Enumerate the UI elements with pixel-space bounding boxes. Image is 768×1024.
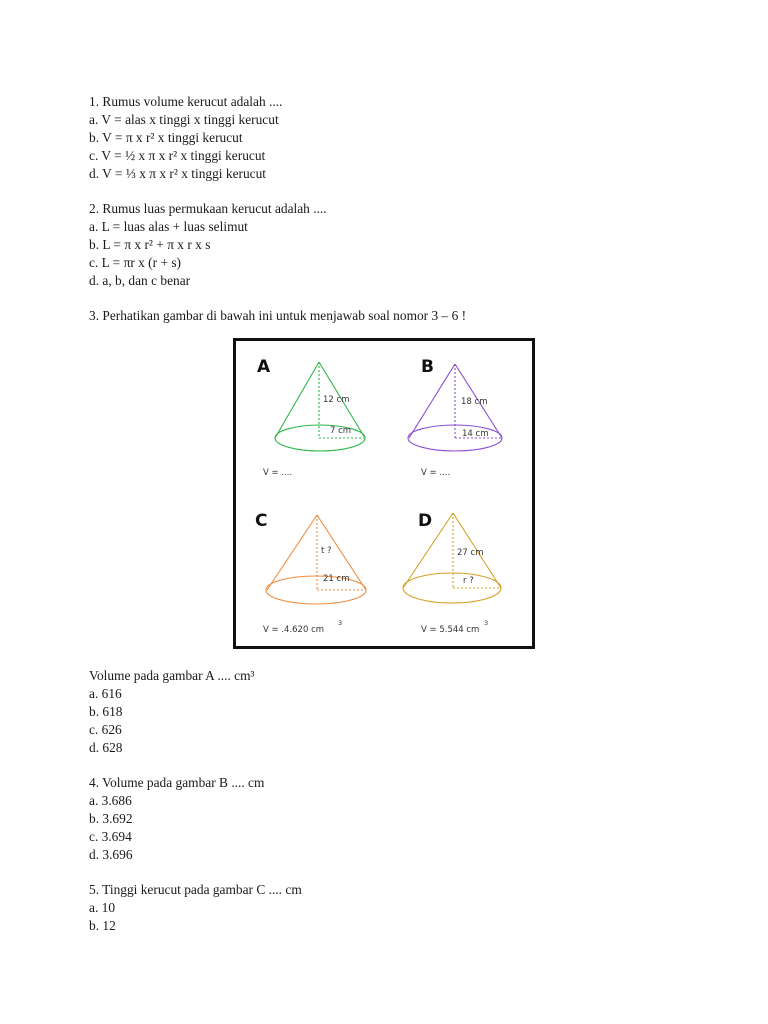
question-4 [89, 774, 709, 864]
option-d: d. 628 [89, 740, 123, 755]
option-a: a. L = luas alas + luas selimut [89, 219, 248, 234]
cone-a-height-label: 12 cm [323, 395, 350, 405]
option-b: b. 618 [89, 704, 123, 719]
option-b: b. 12 [89, 918, 116, 933]
option-a: a. 616 [89, 686, 122, 701]
question-2 [89, 200, 709, 290]
option-c: c. V = ½ x π x r² x tinggi kerucut [89, 148, 266, 163]
option-d: d. a, b, dan c benar [89, 273, 191, 288]
question-text: 5. Tinggi kerucut pada gambar C .... cm [89, 882, 302, 897]
question-text: 3. Perhatikan gambar di bawah ini untuk menjawab soal nomor 3 – 6 ! [89, 308, 467, 323]
cone-d-radius-label: r ? [463, 576, 474, 586]
panel-b-letter: B [421, 357, 434, 377]
option-c: c. 626 [89, 722, 122, 737]
panel-d-letter: D [418, 511, 433, 531]
option-a: a. 3.686 [89, 793, 132, 808]
panel-a-letter: A [257, 357, 271, 377]
document-body-continued [89, 667, 709, 952]
cone-b-height-label: 18 cm [461, 397, 488, 407]
option-a: a. V = alas x tinggi x tinggi kerucut [89, 112, 279, 127]
option-a: a. 10 [89, 900, 116, 915]
option-c: c. L = πr x (r + s) [89, 255, 182, 270]
option-d: d. V = ⅓ x π x r² x tinggi kerucut [89, 166, 267, 181]
option-c: c. 3.694 [89, 829, 132, 844]
cone-b-radius-label: 14 cm [462, 429, 489, 439]
figure-frame [235, 340, 534, 648]
question-text: 1. Rumus volume kerucut adalah .... [89, 94, 283, 109]
document-body [89, 93, 709, 342]
option-b: b. V = π x r² x tinggi kerucut [89, 130, 243, 145]
cone-c-height-label: t ? [321, 546, 332, 556]
option-d: d. 3.696 [89, 847, 133, 862]
panel-c-letter: C [255, 511, 268, 531]
cone-d-volume-label: V = 5.544 cm [421, 625, 480, 635]
cone-c-radius-label: 21 cm [323, 574, 350, 584]
cone-figure-svg [233, 338, 535, 649]
option-b: b. 3.692 [89, 811, 133, 826]
question-text: Volume pada gambar A .... cm³ [89, 668, 255, 683]
cone-b-volume-label: V = .... [421, 468, 451, 478]
question-3-sub [89, 667, 709, 757]
question-text: 4. Volume pada gambar B .... cm [89, 775, 265, 790]
cone-figure [233, 338, 535, 649]
cone-a-radius-label: 7 cm [330, 426, 352, 436]
cone-c-volume-exponent: 3 [338, 619, 343, 627]
question-5 [89, 881, 709, 935]
question-3 [89, 307, 709, 325]
cone-d-volume-exponent: 3 [484, 619, 489, 627]
cone-c-volume-label: V = .4.620 cm [263, 625, 325, 635]
question-text: 2. Rumus luas permukaan kerucut adalah .... [89, 201, 327, 216]
cone-d-height-label: 27 cm [457, 548, 484, 558]
option-b: b. L = π x r² + π x r x s [89, 237, 211, 252]
cone-a-volume-label: V = .... [263, 468, 293, 478]
question-1 [89, 93, 709, 183]
